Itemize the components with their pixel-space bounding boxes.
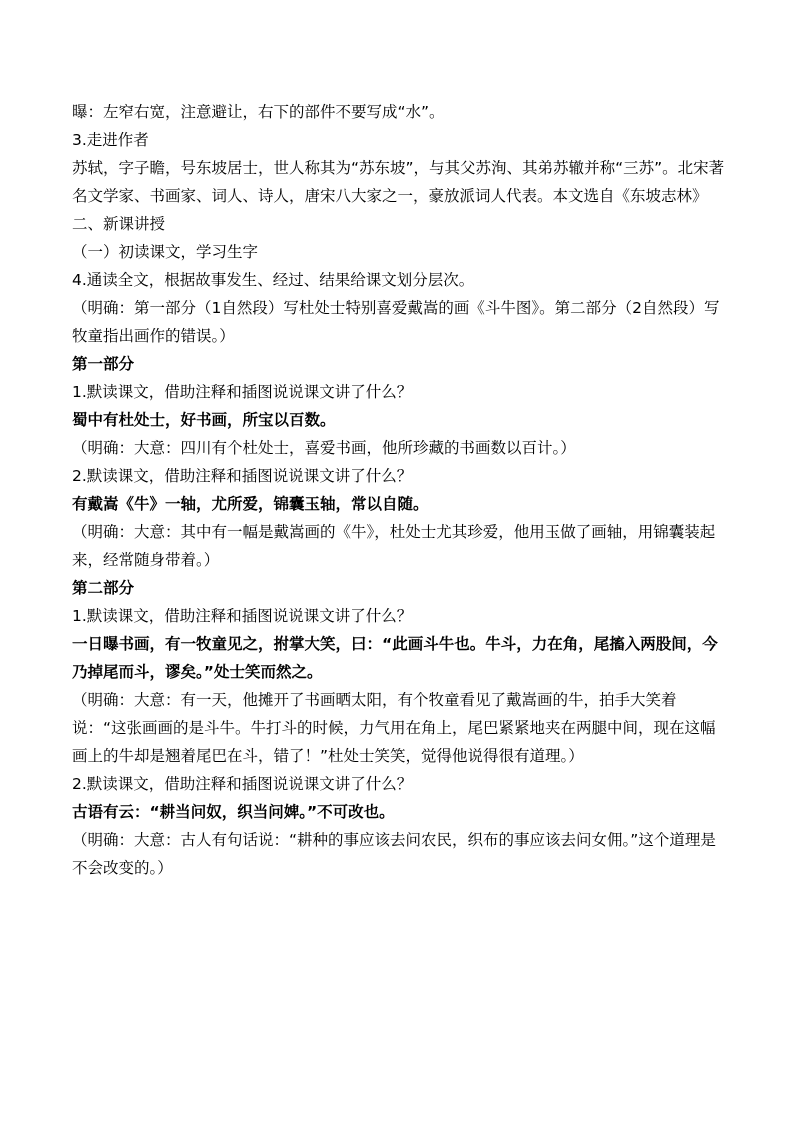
bold-text-paragraph: 第二部分 bbox=[72, 579, 135, 597]
text-paragraph: 4.通读全文，根据故事发生、经过、结果给课文划分层次。 bbox=[72, 271, 475, 289]
text-paragraph: 苏轼，字子瞻，号东坡居士，世人称其为“苏东坡”，与其父苏洵、其弟苏辙并称“三苏”。北宋著名文学家、书画家、词人、诗人，唐宋八大家之一，豪放派词人代表。本文选自《东坡志林》 bbox=[72, 159, 725, 205]
bold-text-paragraph: 蜀中有杜处士，好书画，所宝以百数。 bbox=[72, 411, 336, 429]
text-paragraph: 2.默读课文，借助注释和插图说说课文讲了什么？ bbox=[72, 467, 413, 485]
text-paragraph: 曝：左窄右宽，注意避让，右下的部件不要写成“水”。 bbox=[72, 103, 445, 121]
text-paragraph: 二、新课讲授 bbox=[72, 215, 166, 233]
text-paragraph: （明确：大意：有一天，他摊开了书画晒太阳，有个牧童看见了戴嵩画的牛，拍手大笑着说：“这张画画的是斗牛。牛打斗的时候，力气用在角上，尾巴紧紧地夹在两腿中间，现在这幅画上的牛却是翘着尾巴在斗，错了！”杜处士笑笑，觉得他说得很有道理。） bbox=[72, 691, 716, 765]
text-paragraph: 3.走进作者 bbox=[72, 131, 149, 149]
bold-text-paragraph: 有戴嵩《牛》一轴，尤所爱，锦囊玉轴，常以自随。 bbox=[72, 495, 429, 513]
bold-text-paragraph: 一日曝书画，有一牧童见之，拊掌大笑，曰：“此画斗牛也。牛斗，力在角，尾搐入两股间，今乃掉尾而斗，谬矣。”处士笑而然之。 bbox=[72, 635, 718, 681]
text-paragraph: （明确：第一部分（1自然段）写杜处士特别喜爱戴嵩的画《斗牛图》。第二部分（2自然段）写牧童指出画作的错误。） bbox=[72, 299, 720, 345]
text-paragraph: 1.默读课文，借助注释和插图说说课文讲了什么？ bbox=[72, 383, 413, 401]
text-paragraph: 1.默读课文，借助注释和插图说说课文讲了什么？ bbox=[72, 607, 413, 625]
document-page bbox=[72, 98, 726, 882]
text-paragraph: （明确：大意：四川有个杜处士，喜爱书画，他所珍藏的书画数以百计。） bbox=[72, 439, 576, 457]
text-paragraph: 2.默读课文，借助注释和插图说说课文讲了什么？ bbox=[72, 775, 413, 793]
text-paragraph: （明确：大意：古人有句话说：“耕种的事应该去问农民，织布的事应该去问女佣。”这个道理是不会改变的。） bbox=[72, 831, 716, 877]
text-paragraph: （一）初读课文，学习生字 bbox=[72, 243, 259, 261]
bold-text-paragraph: 古语有云：“耕当问奴，织当问婢。”不可改也。 bbox=[72, 803, 395, 821]
bold-text-paragraph: 第一部分 bbox=[72, 355, 135, 373]
text-paragraph: （明确：大意：其中有一幅是戴嵩画的《牛》，杜处士尤其珍爱，他用玉做了画轴，用锦囊装起来，经常随身带着。） bbox=[72, 523, 716, 569]
